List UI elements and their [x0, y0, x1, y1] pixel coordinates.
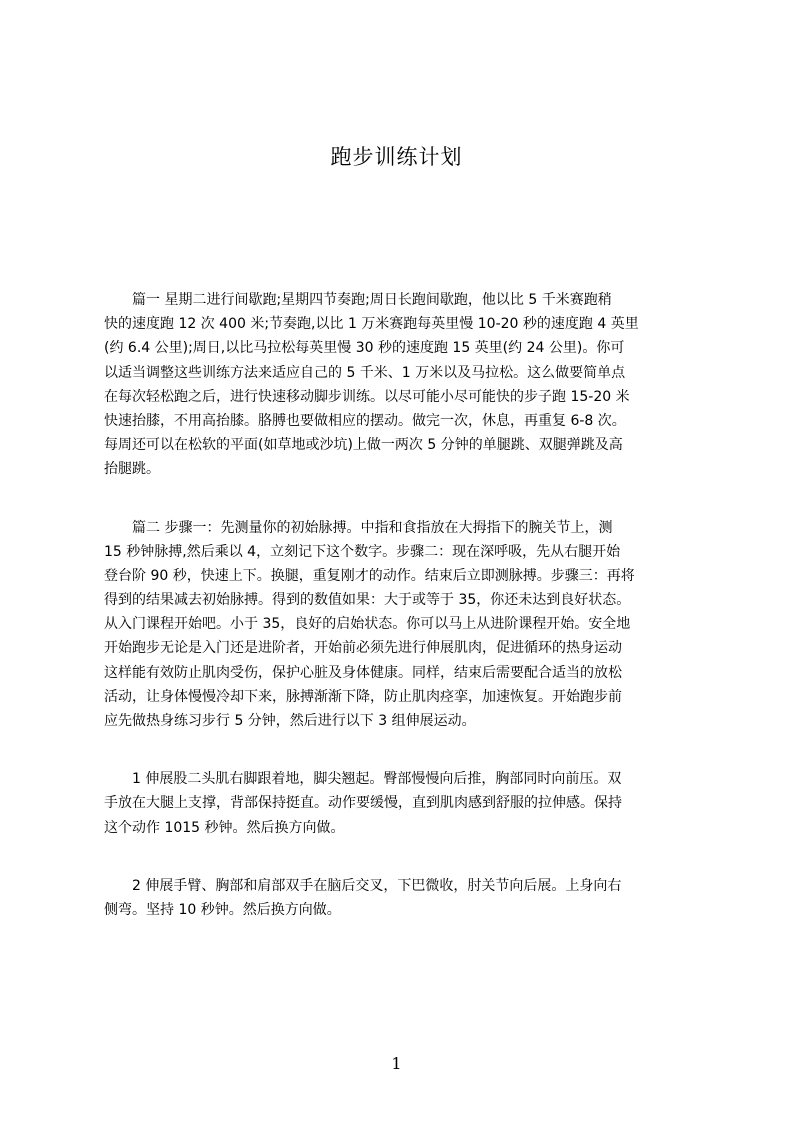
text-line: 登台阶 90 秒，快速上下。换腿，重复刚才的动作。结束后立即测脉搏。步骤三：再将 [104, 567, 635, 584]
paragraph-4 [104, 874, 698, 922]
text-line: 篇一 星期二进行间歇跑;星期四节奏跑;周日长跑间歇跑，他以比 5 千米赛跑稍 [104, 292, 612, 308]
text-line: 抬腿跳。 [104, 461, 160, 478]
paragraph-2 [104, 516, 698, 734]
text-line: 从入门课程开始吧。小于 35，良好的启始状态。你可以马上从进阶课程开始。安全地 [104, 616, 631, 633]
text-line: 以适当调整这些训练方法来适应自己的 5 千米、1 万米以及马拉松。这么做要简单点 [104, 364, 626, 381]
page-number: 1 [391, 1054, 402, 1073]
text-line: 侧弯。坚持 10 秒钟。然后换方向做。 [104, 901, 341, 918]
paragraph-gap [104, 482, 698, 516]
paragraph-1 [104, 288, 698, 482]
document-title: 跑步训练计划 [330, 145, 463, 169]
text-line: 快的速度跑 12 次 400 米;节奏跑,以比 1 万米赛跑每英里慢 10-20 秒的速度跑 4 英里 [104, 316, 639, 333]
text-line: 活动，让身体慢慢冷却下来，脉搏渐渐下降，防止肌肉痉挛，加速恢复。开始跑步前 [104, 688, 622, 705]
text-line: 快速抬膝，不用高抬膝。胳膊也要做相应的摆动。做完一次，休息，再重复 6-8 次。 [104, 412, 626, 429]
text-line: 15 秒钟脉搏,然后乘以 4，立刻记下这个数字。步骤二：现在深呼吸，先从右腿开始 [104, 543, 621, 560]
text-line: 开始跑步无论是入门还是进阶者，开始前必须先进行伸展肌肉，促进循环的热身运动 [104, 640, 622, 657]
text-line: 篇二 步骤一：先测量你的初始脉搏。中指和食指放在大拇指下的腕关节上，测 [104, 519, 613, 536]
text-line: 每周还可以在松软的平面(如草地或沙坑)上做一两次 5 分钟的单腿跳、双腿弹跳及高 [104, 437, 623, 454]
text-line: 手放在大腿上支撑，背部保持挺直。动作要缓慢，直到肌肉感到舒服的拉伸感。保持 [104, 795, 622, 812]
text-line: 应先做热身练习步行 5 分钟，然后进行以下 3 组伸展运动。 [104, 713, 476, 729]
text-line: 得到的结果减去初始脉搏。得到的数值如果：大于或等于 35，你还未达到良好状态。 [104, 592, 631, 609]
paragraph-gap [104, 733, 698, 767]
text-line: 在每次轻松跑之后，进行快速移动脚步训练。以尽可能小尽可能快的步子跑 15-20 米 [104, 388, 630, 405]
text-line: 1 伸展股二头肌右脚跟着地，脚尖翘起。臀部慢慢向后推，胸部同时向前压。双 [104, 771, 622, 788]
paragraph-gap [104, 840, 698, 874]
text-line: (约 6.4 公里);周日,以比马拉松每英里慢 30 秒的速度跑 15 英里(约 24 公里)。你可 [104, 340, 625, 357]
document-body [104, 288, 698, 922]
text-line: 2 伸展手臂、胸部和肩部双手在脑后交叉，下巴微收，肘关节向后展。上身向右 [104, 877, 622, 894]
text-line: 这样能有效防止肌肉受伤，保护心脏及身体健康。同样，结束后需要配合适当的放松 [104, 664, 622, 681]
text-line: 这个动作 1015 秒钟。然后换方向做。 [104, 819, 345, 836]
paragraph-3 [104, 767, 698, 840]
